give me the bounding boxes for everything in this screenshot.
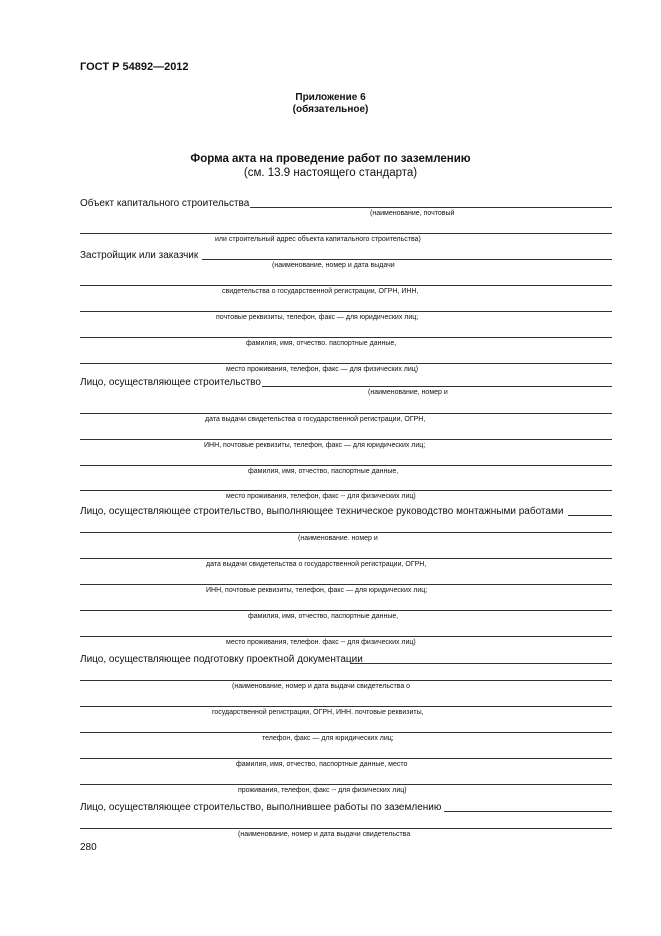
page-number: 280	[80, 842, 97, 853]
developer-label: Застройщик или заказчик	[80, 250, 199, 261]
designer-hint-4: фамилия, имя, отчество, паспортные данные, место	[236, 761, 408, 768]
supervisor-hint-4: фамилия, имя, отчество, паспортные данные,	[248, 613, 399, 620]
appendix-subtitle: (обязательное)	[292, 104, 369, 115]
developer-line-4[interactable]	[80, 337, 612, 338]
grounding-hint-1: (наименование, номер и дата выдачи свидетельства	[238, 831, 411, 838]
developer-hint-4: фамилия, имя, отчество. паспортные данные,	[246, 340, 397, 347]
builder-line-3[interactable]	[80, 439, 612, 440]
supervisor-line-3[interactable]	[80, 558, 612, 559]
form-title: Форма акта на проведение работ по заземлению	[190, 153, 471, 165]
designer-hint-3: телефон, факс — для юридических лиц;	[262, 735, 394, 742]
object-hint-1: (наименование, почтовый	[370, 210, 455, 217]
designer-label: Лицо, осуществляющее подготовку проектной документации	[80, 654, 363, 665]
object-line-2[interactable]	[80, 233, 612, 234]
developer-line-3[interactable]	[80, 311, 612, 312]
object-hint-2: или строительный адрес объекта капитального строительства)	[215, 236, 421, 243]
designer-line-1[interactable]	[350, 663, 612, 664]
developer-hint-5: место проживания, телефон, факс — для физических лиц)	[226, 366, 419, 373]
supervisor-label: Лицо, осуществляющее строительство, выполняющее техническое руководство монтажными работами	[80, 506, 564, 517]
designer-hint-2: государственной регистрации, ОГРН, ИНН. почтовые реквизиты,	[212, 709, 424, 716]
object-label: Объект капитального строительства	[80, 198, 250, 209]
designer-hint-5: проживания, телефон, факс -- для физических лиц)	[238, 787, 407, 794]
developer-line-5[interactable]	[80, 363, 612, 364]
developer-hint-2: свидетельства о государственной регистрации, ОГРН, ИНН,	[222, 288, 419, 295]
builder-hint-4: фамилия, имя, отчество, паспортные данные,	[248, 468, 399, 475]
builder-line-4[interactable]	[80, 465, 612, 466]
supervisor-hint-1: (наименование. номер и	[298, 535, 378, 542]
grounding-label: Лицо, осуществляющее строительство, выполнившее работы по заземлению	[80, 802, 442, 813]
builder-label: Лицо, осуществляющее строительство	[80, 377, 261, 388]
supervisor-hint-5: место проживания, телефон. факс -- для физических лиц)	[226, 639, 416, 646]
supervisor-line-6[interactable]	[80, 636, 612, 637]
designer-line-2[interactable]	[80, 680, 612, 681]
builder-hint-5: место проживания, телефон, факс -- для физических лиц)	[226, 493, 416, 500]
supervisor-line-2[interactable]	[80, 532, 612, 533]
builder-hint-2: дата выдачи свидетельства о государственной регистрации, ОГРН,	[205, 416, 426, 423]
builder-line-2[interactable]	[80, 413, 612, 414]
builder-line-5[interactable]	[80, 490, 612, 491]
supervisor-line-5[interactable]	[80, 610, 612, 611]
appendix-heading	[0, 92, 661, 116]
designer-line-6[interactable]	[80, 784, 612, 785]
grounding-line-2[interactable]	[80, 828, 612, 829]
designer-line-5[interactable]	[80, 758, 612, 759]
builder-hint-3: ИНН, почтовые реквизиты, телефон, факс — для юридических лиц;	[204, 442, 426, 449]
designer-hint-1: (наименование, номер и дата выдачи свидетельства о	[232, 683, 411, 690]
supervisor-hint-3: ИНН, почтовые реквизиты, телефон, факс — для юридических лиц;	[206, 587, 428, 594]
document-code: ГОСТ Р 54892—2012	[80, 61, 189, 73]
object-line-1[interactable]	[250, 207, 612, 208]
appendix-title: Приложение 6	[295, 92, 366, 103]
developer-line-1[interactable]	[202, 259, 612, 260]
developer-line-2[interactable]	[80, 285, 612, 286]
form-subtitle: (см. 13.9 настоящего стандарта)	[243, 167, 418, 179]
supervisor-hint-2: дата выдачи свидетельства о государственной регистрации, ОГРН,	[206, 561, 427, 568]
designer-line-3[interactable]	[80, 706, 612, 707]
builder-hint-1: (наименование, номер и	[368, 389, 448, 396]
supervisor-line-4[interactable]	[80, 584, 612, 585]
grounding-line-1[interactable]	[444, 811, 612, 812]
designer-line-4[interactable]	[80, 732, 612, 733]
supervisor-line-1[interactable]	[568, 515, 612, 516]
developer-hint-3: почтовые реквизиты, телефон, факс — для юридических лиц;	[216, 314, 419, 321]
form-heading	[0, 152, 661, 180]
developer-hint-1: (наименование, номер и дата выдачи	[272, 262, 395, 269]
builder-line-1[interactable]	[262, 386, 612, 387]
